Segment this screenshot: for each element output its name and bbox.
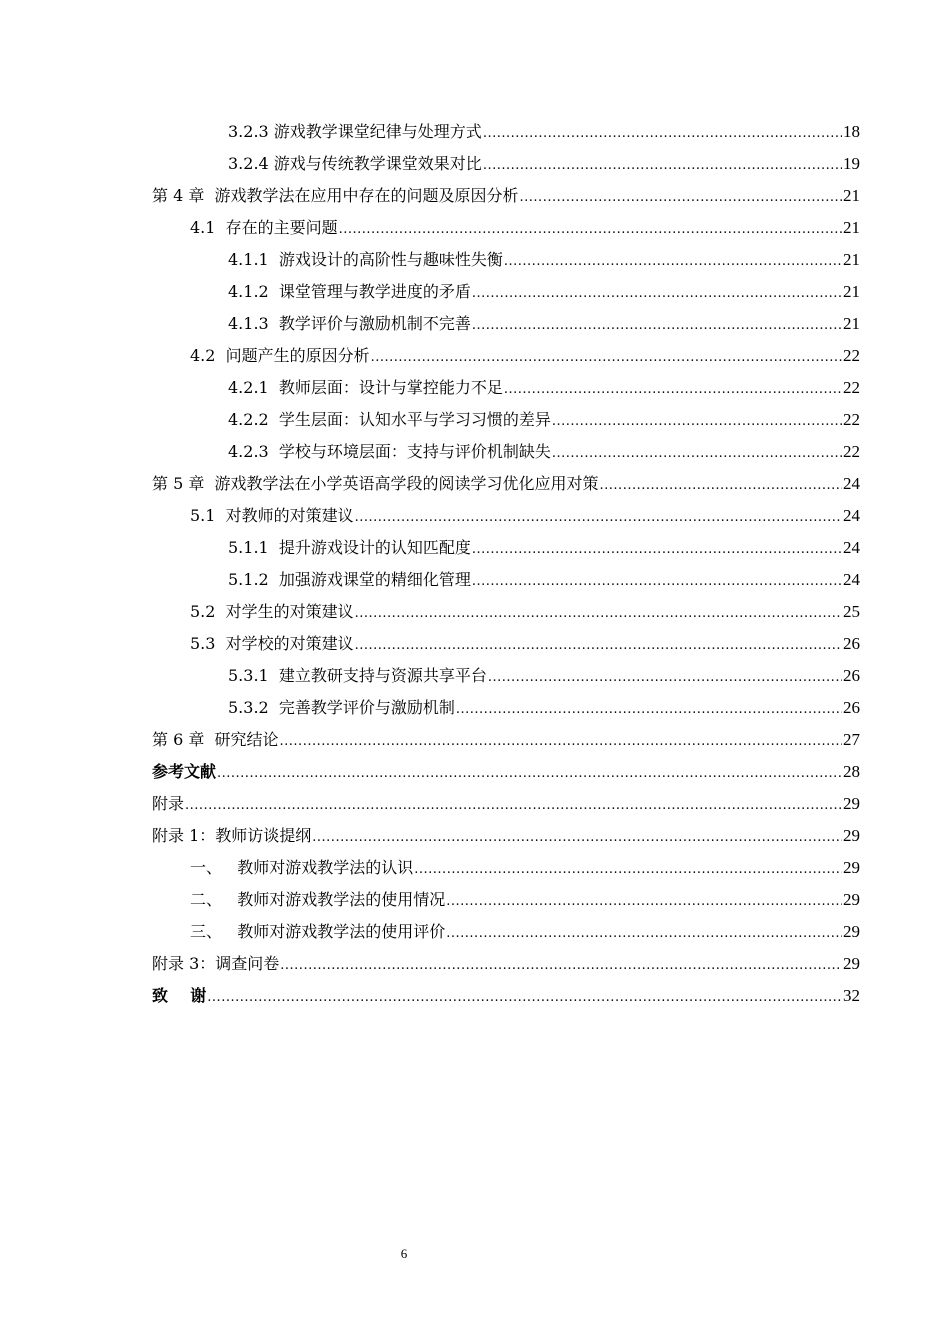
toc-leader-dots xyxy=(504,374,842,406)
toc-leader-dots xyxy=(600,470,842,502)
toc-entry-label: 5.1.2 加强游戏课堂的精细化管理 xyxy=(228,570,471,589)
toc-entry-page: 28 xyxy=(843,762,860,781)
toc-entry-page: 22 xyxy=(843,378,860,397)
toc-leader-dots xyxy=(217,758,842,790)
toc-entry-chapter-4[interactable] xyxy=(152,180,860,212)
toc-entry-references[interactable] xyxy=(152,756,860,788)
toc-entry-page: 32 xyxy=(843,986,860,1005)
toc-entry-label: 4.1 存在的主要问题 xyxy=(190,218,338,237)
toc-entry-label: 5.3.1 建立教研支持与资源共享平台 xyxy=(228,666,487,685)
toc-entry-page: 26 xyxy=(843,666,860,685)
toc-leader-dots xyxy=(483,150,842,182)
toc-entry-5-3-2[interactable] xyxy=(152,692,860,724)
toc-entry-appendix-1-part-2[interactable] xyxy=(152,884,860,916)
toc-entry-label: 5.1 对教师的对策建议 xyxy=(190,506,354,525)
toc-leader-dots xyxy=(483,118,842,150)
toc-leader-dots xyxy=(446,918,842,950)
toc-leader-dots xyxy=(552,438,842,470)
toc-entry-page: 26 xyxy=(843,634,860,653)
toc-entry-page: 22 xyxy=(843,410,860,429)
toc-leader-dots xyxy=(355,630,842,662)
toc-entry-page: 27 xyxy=(843,730,860,749)
toc-entry-appendix-3[interactable] xyxy=(152,948,860,980)
toc-entry-page: 21 xyxy=(843,314,860,333)
toc-leader-dots xyxy=(355,598,842,630)
toc-leader-dots xyxy=(472,310,842,342)
toc-entry-4-1[interactable] xyxy=(152,212,860,244)
toc-entry-label: 第 5 章 游戏教学法在小学英语高学段的阅读学习优化应用对策 xyxy=(152,474,599,493)
toc-leader-dots xyxy=(504,246,842,278)
toc-leader-dots xyxy=(280,726,842,758)
toc-leader-dots xyxy=(552,406,842,438)
toc-entry-page: 18 xyxy=(843,122,860,141)
toc-entry-4-2-2[interactable] xyxy=(152,404,860,436)
toc-entry-label: 4.2.3 学校与环境层面：支持与评价机制缺失 xyxy=(228,442,551,461)
toc-entry-label: 4.2 问题产生的原因分析 xyxy=(190,346,370,365)
toc-leader-dots xyxy=(472,278,842,310)
toc-entry-label: 致 谢 xyxy=(152,986,207,1005)
toc-entry-page: 24 xyxy=(843,538,860,557)
toc-entry-page: 19 xyxy=(843,154,860,173)
toc-entry-label: 附录 3：调查问卷 xyxy=(152,954,280,973)
toc-entry-4-1-2[interactable] xyxy=(152,276,860,308)
toc-entry-page: 29 xyxy=(843,890,860,909)
toc-entry-label: 5.3.2 完善教学评价与激励机制 xyxy=(228,698,455,717)
toc-leader-dots xyxy=(456,694,842,726)
table-of-contents xyxy=(152,116,860,1012)
toc-entry-label: 4.1.1 游戏设计的高阶性与趣味性失衡 xyxy=(228,250,503,269)
toc-entry-chapter-5[interactable] xyxy=(152,468,860,500)
toc-entry-label: 5.1.1 提升游戏设计的认知匹配度 xyxy=(228,538,471,557)
toc-leader-dots xyxy=(312,822,842,854)
toc-entry-4-1-3[interactable] xyxy=(152,308,860,340)
toc-entry-page: 29 xyxy=(843,794,860,813)
toc-entry-4-2-1[interactable] xyxy=(152,372,860,404)
toc-entry-label: 4.1.2 课堂管理与教学进度的矛盾 xyxy=(228,282,471,301)
toc-leader-dots xyxy=(185,790,842,822)
toc-entry-label: 4.2.1 教师层面：设计与掌控能力不足 xyxy=(228,378,503,397)
toc-entry-5-1-1[interactable] xyxy=(152,532,860,564)
toc-entry-page: 22 xyxy=(843,442,860,461)
toc-entry-chapter-6[interactable] xyxy=(152,724,860,756)
toc-entry-page: 21 xyxy=(843,218,860,237)
toc-entry-appendix-1-part-1[interactable] xyxy=(152,852,860,884)
toc-entry-page: 29 xyxy=(843,922,860,941)
toc-entry-label: 附录 xyxy=(152,794,185,813)
toc-entry-page: 26 xyxy=(843,698,860,717)
toc-entry-page: 29 xyxy=(843,858,860,877)
toc-leader-dots xyxy=(472,566,842,598)
toc-entry-label: 一、 教师对游戏教学法的认识 xyxy=(190,858,414,877)
toc-entry-label: 附录 1：教师访谈提纲 xyxy=(152,826,312,845)
toc-entry-page: 25 xyxy=(843,602,860,621)
toc-entry-page: 21 xyxy=(843,250,860,269)
toc-entry-page: 29 xyxy=(843,954,860,973)
toc-entry-appendix-1-part-3[interactable] xyxy=(152,916,860,948)
toc-entry-3-2-3[interactable] xyxy=(152,116,860,148)
toc-entry-page: 21 xyxy=(843,282,860,301)
toc-entry-label: 3.2.4 游戏与传统教学课堂效果对比 xyxy=(228,154,482,173)
toc-entry-5-2[interactable] xyxy=(152,596,860,628)
toc-leader-dots xyxy=(472,534,842,566)
toc-entry-4-1-1[interactable] xyxy=(152,244,860,276)
toc-entry-page: 24 xyxy=(843,474,860,493)
toc-entry-5-1[interactable] xyxy=(152,500,860,532)
toc-entry-label: 二、 教师对游戏教学法的使用情况 xyxy=(190,890,446,909)
toc-entry-page: 22 xyxy=(843,346,860,365)
toc-entry-page: 24 xyxy=(843,506,860,525)
toc-leader-dots xyxy=(339,214,842,246)
toc-entry-label: 5.3 对学校的对策建议 xyxy=(190,634,354,653)
toc-entry-page: 29 xyxy=(843,826,860,845)
toc-entry-label: 5.2 对学生的对策建议 xyxy=(190,602,354,621)
toc-entry-label: 4.1.3 教学评价与激励机制不完善 xyxy=(228,314,471,333)
page-number: 6 xyxy=(400,1246,408,1261)
toc-entry-5-3[interactable] xyxy=(152,628,860,660)
toc-leader-dots xyxy=(446,886,842,918)
toc-leader-dots xyxy=(520,182,842,214)
toc-entry-5-1-2[interactable] xyxy=(152,564,860,596)
toc-entry-page: 24 xyxy=(843,570,860,589)
toc-entry-4-2-3[interactable] xyxy=(152,436,860,468)
toc-entry-appendix[interactable] xyxy=(152,788,860,820)
toc-leader-dots xyxy=(371,342,842,374)
toc-leader-dots xyxy=(207,982,842,1014)
toc-entry-label: 第 6 章 研究结论 xyxy=(152,730,279,749)
toc-entry-page: 21 xyxy=(843,186,860,205)
toc-entry-5-3-1[interactable] xyxy=(152,660,860,692)
toc-entry-label: 3.2.3 游戏教学课堂纪律与处理方式 xyxy=(228,122,482,141)
toc-entry-label: 第 4 章 游戏教学法在应用中存在的问题及原因分析 xyxy=(152,186,519,205)
toc-leader-dots xyxy=(355,502,842,534)
toc-entry-label: 三、 教师对游戏教学法的使用评价 xyxy=(190,922,446,941)
toc-leader-dots xyxy=(414,854,842,886)
toc-leader-dots xyxy=(488,662,842,694)
toc-entry-4-2[interactable] xyxy=(152,340,860,372)
toc-entry-label: 4.2.2 学生层面：认知水平与学习习惯的差异 xyxy=(228,410,551,429)
toc-entry-label: 参考文献 xyxy=(152,762,217,781)
toc-entry-appendix-1[interactable] xyxy=(152,820,860,852)
toc-entry-3-2-4[interactable] xyxy=(152,148,860,180)
toc-leader-dots xyxy=(280,950,842,982)
toc-entry-acknowledgements[interactable] xyxy=(152,980,860,1012)
